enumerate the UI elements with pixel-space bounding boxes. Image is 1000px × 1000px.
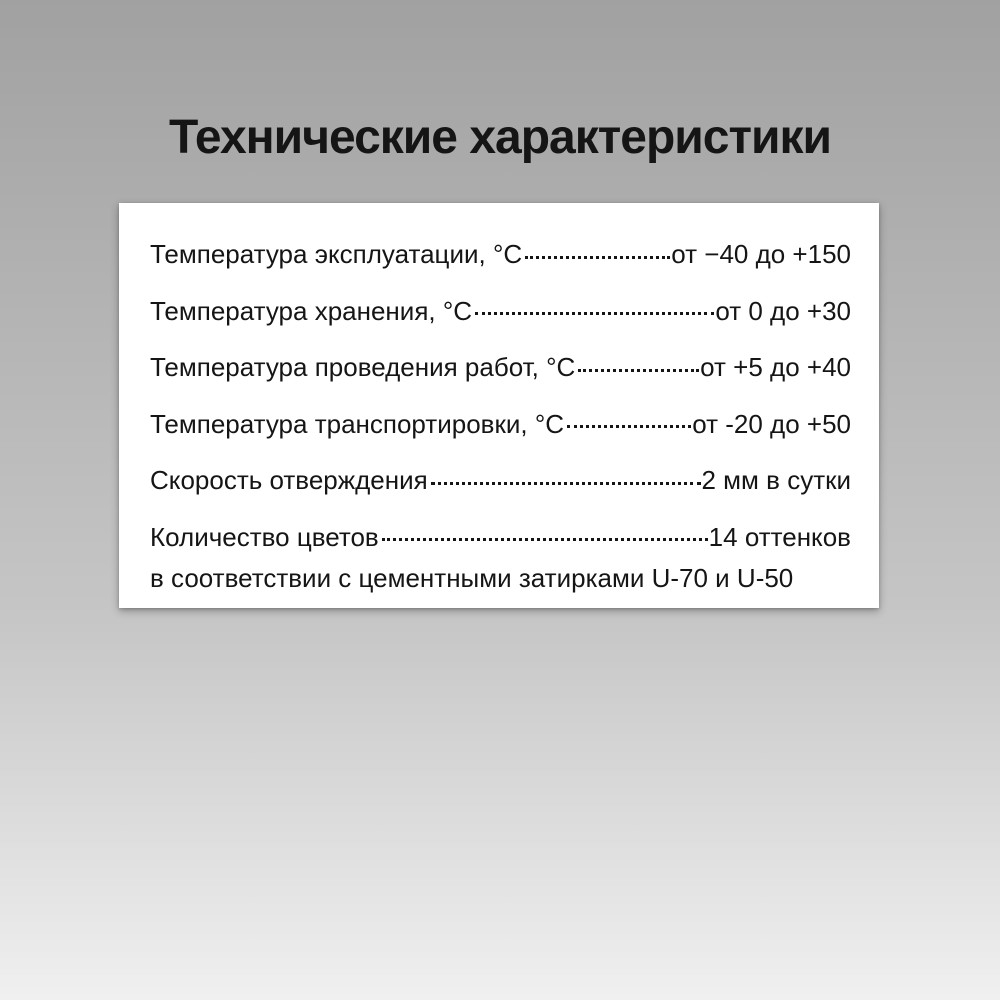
dot-leader [567,425,691,428]
dot-leader [525,256,670,259]
spec-row-transport-temperature [150,386,851,443]
spec-footnote: в соответствии с цементными затирками U-70 и U-50 [150,563,794,593]
spec-label: Температура проведения работ, °С [150,352,576,383]
dot-leader [475,312,714,315]
spec-value: от −40 до +150 [671,239,851,270]
spec-label: Температура хранения, °С [150,295,473,326]
spec-row-operating-temperature [150,216,851,273]
dot-leader [431,482,701,485]
spec-value: от +5 до +40 [700,352,851,383]
spec-row-working-temperature [150,329,851,386]
spec-label: Количество цветов [150,521,379,552]
spec-value: 14 оттенков [708,521,851,552]
spec-row-storage-temperature [150,273,851,330]
spec-row-curing-speed [150,442,851,499]
page-title: Технические характеристики [168,111,832,164]
spec-value: от -20 до +50 [692,408,851,439]
spec-label: Скорость отверждения [150,465,428,496]
spec-value: 2 мм в сутки [701,465,851,496]
spec-card [119,203,879,608]
spec-value: от 0 до +30 [715,295,851,326]
spec-label: Температура эксплуатации, °С [150,239,523,270]
dot-leader [382,538,708,541]
spec-row-color-count [150,499,851,556]
spec-label: Температура транспортировки, °С [150,408,564,439]
dot-leader [578,369,699,372]
